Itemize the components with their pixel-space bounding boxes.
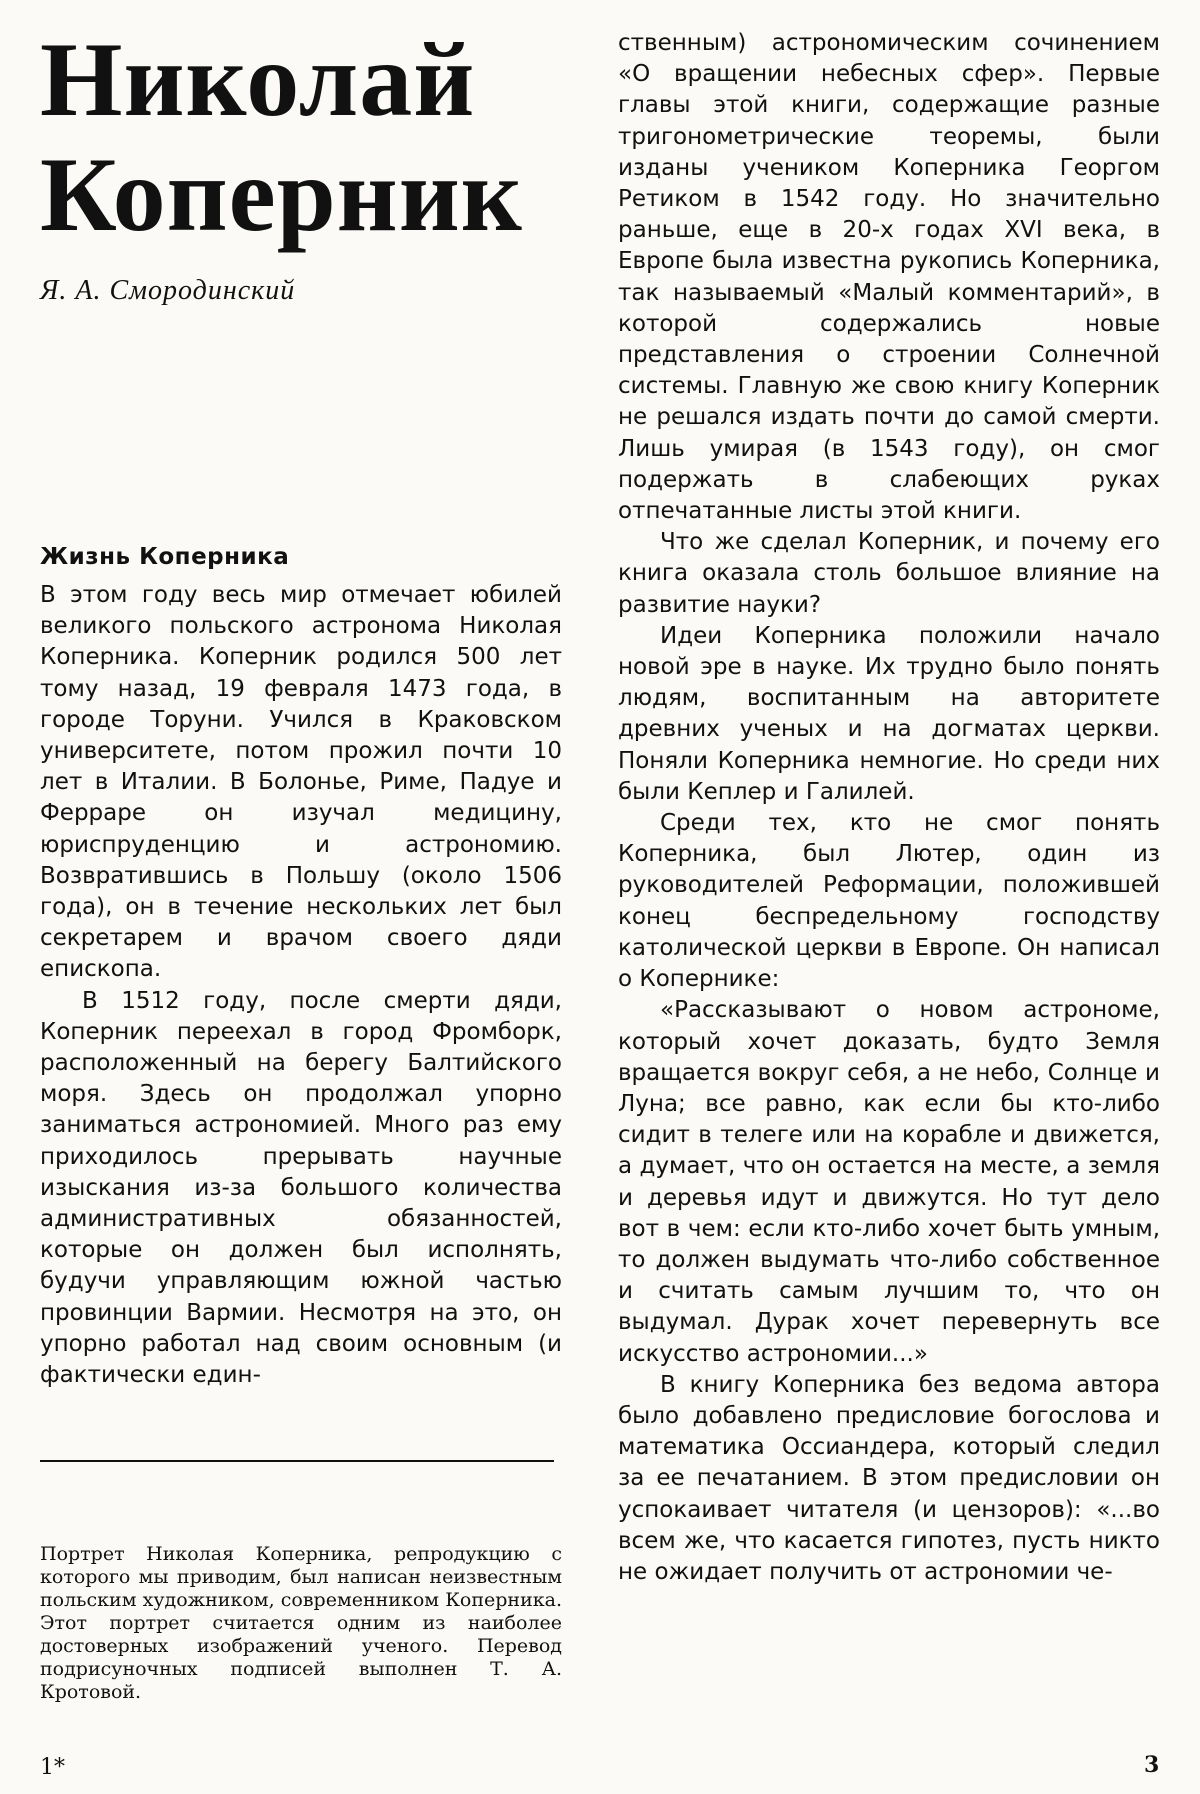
- paragraph: Что же сделал Коперник, и почему его книга оказала столь большое влияние на развитие науки?: [618, 529, 1160, 618]
- quote-paragraph: «Рассказывают о новом астрономе, который хочет доказать, будто Земля вращается вокруг себя, а не небо, Солнце и Луна; все равно, как если бы кто-либо сидит в телеге или на корабле и движется, а думает, что он остается на месте, а земля и деревья идут и движутся. Но тут дело вот в чем: если кто-либо хочет быть умным, то должен выдумать что-либо собственное и считать самым лучшим то, что он выдумал. Дурак хочет перевернуть все искусство астрономии...»: [618, 997, 1160, 1367]
- paragraph: Идеи Коперника положили начало новой эре в науке. Их трудно было понять людям, воспитанным на авторитете древних ученых и на догматах церкви. Поняли Коперника немногие. Но среди них были Кеплер и Галилей.: [618, 622, 1160, 805]
- title-line-1: Николай: [40, 21, 476, 138]
- paragraph: Среди тех, кто не смог понять Коперника, был Лютер, один из руководителей Реформации, положившей конец беспредельному господству католической церкви в Европе. Он написал о Копернике:: [618, 810, 1160, 993]
- article-title: [40, 22, 580, 252]
- portrait-caption: Портрет Николая Коперника, репродукцию с которого мы приводим, был написан неизвестным польским художником, современником Коперника. Этот портрет считается одним из наиболее достоверных изображений ученого. Перевод подрисуночных подписей выполнен Т. А. Кротовой.: [40, 1543, 562, 1703]
- page-number: 3: [1144, 1752, 1160, 1778]
- section-heading: Жизнь Коперника: [40, 544, 290, 570]
- author-name: Я. А. Смородинский: [40, 275, 296, 306]
- right-column: [618, 28, 1160, 1588]
- caption-divider: [40, 1460, 554, 1462]
- paragraph: В 1512 году, после смерти дяди, Коперник переехал в город Фромборк, расположенный на берегу Балтийского моря. Здесь он продолжал упорно заниматься астрономией. Много раз ему приходилось прерывать научные изыскания из-за большого количества административных обязанностей, которые он должен был исполнять, будучи управляющим южной частью провинции Вармии. Несмотря на это, он упорно работал над своим основным (и фактически един-: [40, 987, 562, 1389]
- signature-mark: 1*: [40, 1755, 65, 1780]
- left-column: [40, 580, 562, 1391]
- title-line-2: Коперник: [40, 136, 523, 253]
- paragraph: В этом году весь мир отмечает юбилей великого польского астронома Николая Коперника. Коперник родился 500 лет тому назад, 19 февраля 1473 года, в городе Торуни. Учился в Краковском университете, потом прожил почти 10 лет в Италии. В Болонье, Риме, Падуе и Ферраре он изучал медицину, юриспруденцию и астрономию. Возвратившись в Польшу (около 1506 года), он в течение нескольких лет был секретарем и врачом своего дяди епископа.: [40, 582, 562, 983]
- paragraph: В книгу Коперника без ведома автора было добавлено предисловие богослова и математика Оссиандера, который следил за ее печатанием. В этом предисловии он успокаивает читателя (и цензоров): «...во всем же, что касается гипотез, пусть никто не ожидает получить от астрономии че-: [618, 1371, 1160, 1585]
- paragraph: ственным) астрономическим сочинением «О вращении небесных сфер». Первые главы этой книги, содержащие разные тригонометрические теоремы, были изданы учеником Коперника Георгом Ретиком в 1542 году. Но значительно раньше, еще в 20-х годах XVI века, в Европе была известна рукопись Коперника, так называемый «Малый комментарий», в которой содержались новые представления о строении Солнечной системы. Главную же свою книгу Коперник не решался издать почти до самой смерти. Лишь умирая (в 1543 году), он смог подержать в слабеющих руках отпечатанные листы этой книги.: [618, 30, 1160, 525]
